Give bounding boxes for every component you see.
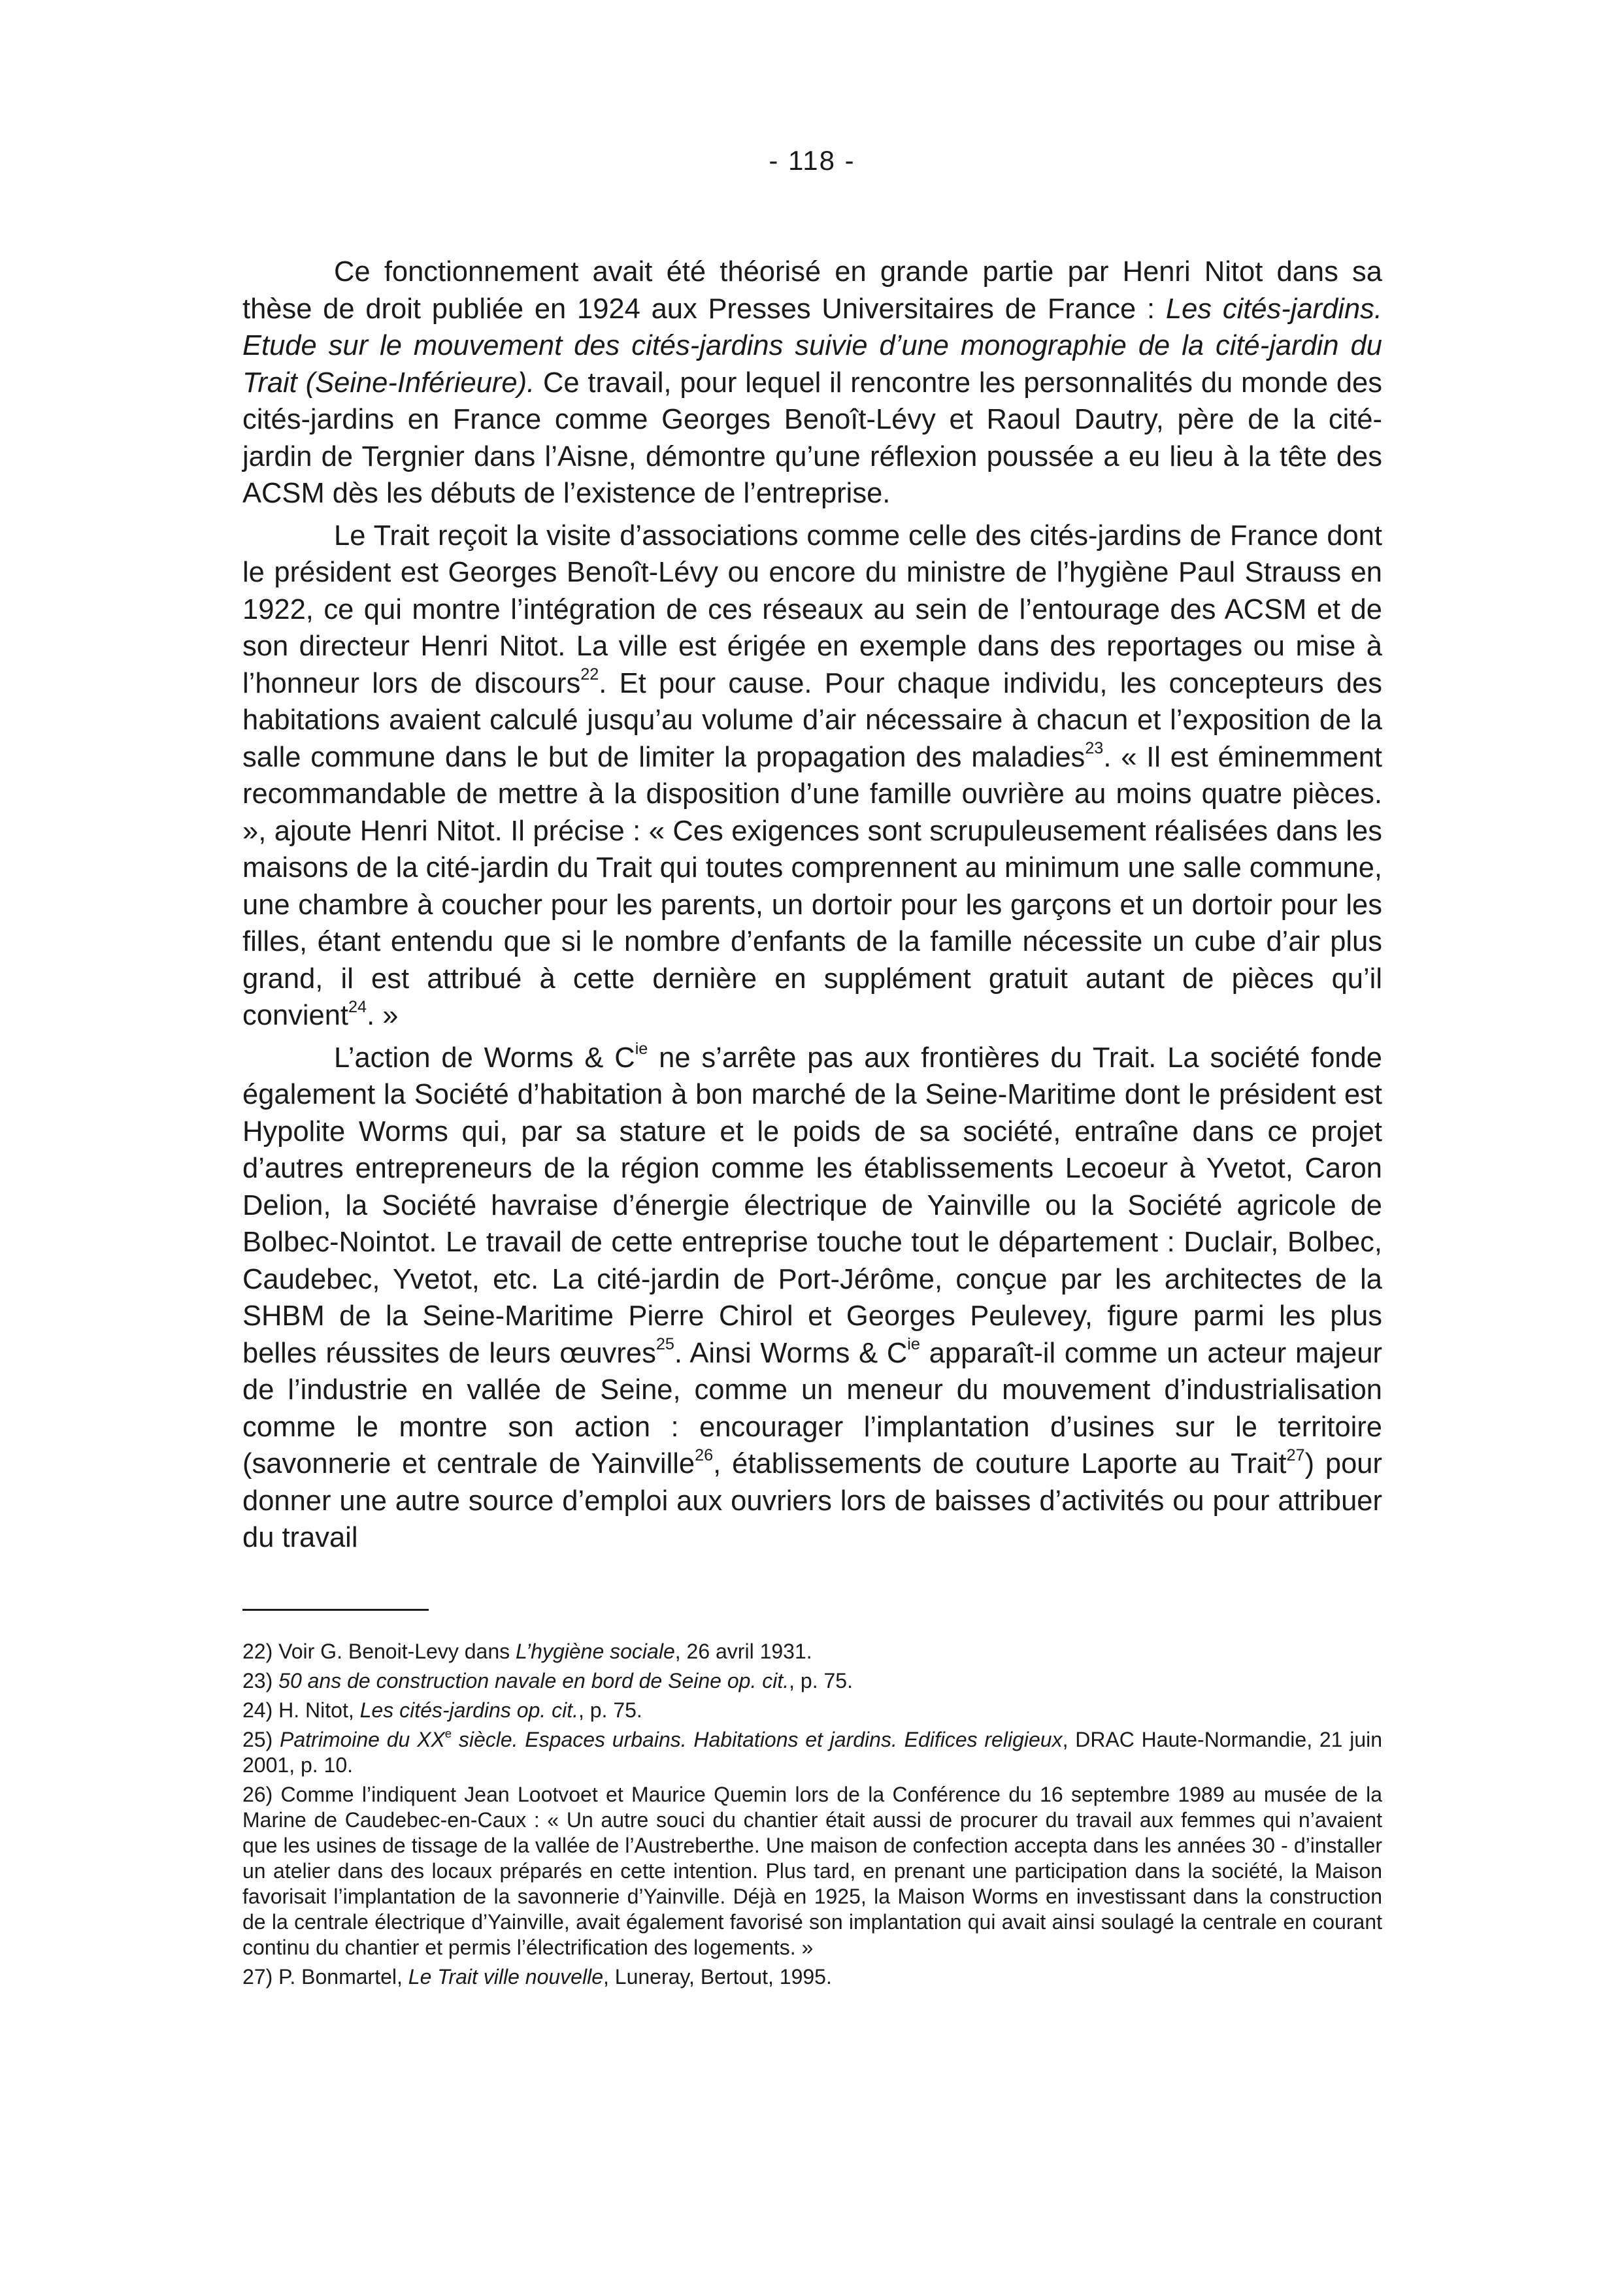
footnote-26: 26) Comme l’indiquent Jean Lootvoet et Maurice Quemin lors de la Conférence du 16 septembre 1989 au musée de la Marine de Caudebec-en-Caux : « Un autre souci du chantier était aussi de procurer du travail aux femmes qui n’avaient que les usines de tissage de la vallée de l’Austreberthe. Une maison de confection accepta dans les années 30 - d’installer un atelier dans des locaux préparés en cette intention. Plus tard, en prenant une participation dans la société, la Maison favorisait l’implantation de la savonnerie d’Yainville. Déjà en 1925, la Maison Worms en investissant dans la construction de la centrale électrique d’Yainville, avait également favorisé son implantation qui avait ainsi soulagé la centrale en courant continu du chantier et permis l’électrification des logements. » bbox=[242, 1783, 1382, 1959]
footnote-ref-24: 24 bbox=[348, 997, 367, 1016]
footnote-ref-23: 23 bbox=[1085, 739, 1104, 758]
paragraph-1: Ce fonctionnement avait été théorisé en grande partie par Henri Nitot dans sa thèse de droit publiée en 1924 aux Presses Universitaires de France : Les cités-jardins. Etude sur le mouvement des cités-jardins suivie d’une monographie de la cité-jardin du Trait (Seine-Inférieure). Ce travail, pour lequel il rencontre les personnalités du monde des cités-jardins en France comme Georges Benoît-Lévy et Raoul Dautry, père de la cité-jardin de Tergnier dans l’Aisne, démontre qu’une réflexion poussée a eu lieu à la tête des ACSM dès les débuts de l’existence de l’entreprise. bbox=[242, 256, 1382, 509]
footnote-ref-27: 27 bbox=[1286, 1445, 1305, 1464]
footnote-ref-25: 25 bbox=[655, 1335, 674, 1354]
thesis-title: Les cités-jardins. Etude sur le mouvement des cités-jardins suivie d’une monographie de la cité-jardin du Trait (Seine-Inférieure). bbox=[242, 293, 1382, 399]
footnote-24: 24) H. Nitot, Les cités-jardins op. cit., p. 75. bbox=[242, 1698, 642, 1722]
footnote-ref-26: 26 bbox=[695, 1445, 714, 1464]
paragraph-2: Le Trait reçoit la visite d’associations comme celle des cités-jardins de France dont le président est Georges Benoît-Lévy ou encore du ministre de l’hygiène Paul Strauss en 1922, ce qui montre l’intégration de ces réseaux au sein de l’entourage des ACSM et de son directeur Henri Nitot. La ville est érigée en exemple dans des reportages ou mise à l’honneur lors de discours$^{22}$. Et pour cause. Pour chaque individu, les concepteurs des habitations avaient calculé jusqu’au volume d’air nécessaire à chacun et l’exposition de la salle commune dans le but de limiter la propagation des maladies$^{23}$. « Il est éminemment recommandable de mettre à la disposition d’une famille ouvrière au moins quatre pièces. », ajoute Henri Nitot. Il précise : « Ces exigences sont scrupuleusement réalisées dans les maisons de la cité-jardin du Trait qui toutes comprennent au minimum une salle commune, une chambre à coucher pour les parents, un dortoir pour les garçons et un dortoir pour les filles, étant entendu que si le nombre d’enfants de la famille nécessite un cube d’air plus grand, il est attribué à cette dernière en supplément gratuit autant de pièces qu’il convient$^{24}$. » bbox=[242, 520, 1382, 1031]
footnote-27: 27) P. Bonmartel, Le Trait ville nouvelle, Luneray, Bertout, 1995. bbox=[242, 1965, 832, 1989]
footnote-25: 25) Patrimoine du XXe siècle. Espaces urbains. Habitations et jardins. Edifices religieux, DRAC Haute-Normandie, 21 juin 2001, p. 10. bbox=[242, 1726, 1383, 1777]
footnote-22: 22) Voir G. Benoit-Levy dans L’hygiène sociale, 26 avril 1931. bbox=[242, 1640, 812, 1663]
paragraph-3: L’action de Worms & $C^{ie}$ ne s’arrête pas aux frontières du Trait. La société fonde également la Société d’habitation à bon marché de la Seine-Maritime dont le président est Hypolite Worms qui, par sa stature et le poids de sa société, entraîne dans ce projet d’autres entrepreneurs de la région comme les établissements Lecoeur à Yvetot, Caron Delion, la Société havraise d’énergie électrique de Yainville ou la Société agricole de Bolbec-Nointot. Le travail de cette entreprise touche tout le département : Duclair, Bolbec, Caudebec, Yvetot, etc. La cité-jardin de Port-Jérôme, conçue par les architectes de la SHBM de la Seine-Maritime Pierre Chirol et Georges Peulevey, figure parmi les plus belles réussites de leurs œuvres$^{25}$. Ainsi Worms & $C^{ie}$ apparaît-il comme un acteur majeur de l’industrie en vallée de Seine, comme un meneur du mouvement d’industrialisation comme le montre son action : encourager l’implantation d’usines sur le territoire (savonnerie et centrale de Yainville$^{26}$, établissements de couture Laporte au Trait$^{27}$) pour donner une autre source d’emploi aux ouvriers lors de baisses d’activités ou pour attribuer du travail bbox=[242, 1040, 1383, 1553]
footnote-23: 23) 50 ans de construction navale en bord de Seine op. cit., p. 75. bbox=[242, 1669, 853, 1692]
page-number: - 118 - bbox=[769, 145, 855, 176]
body-text bbox=[242, 254, 1382, 1562]
footnote-ref-22: 22 bbox=[580, 665, 599, 684]
footnote-separator bbox=[242, 1609, 429, 1611]
footnotes bbox=[242, 1639, 1382, 1994]
